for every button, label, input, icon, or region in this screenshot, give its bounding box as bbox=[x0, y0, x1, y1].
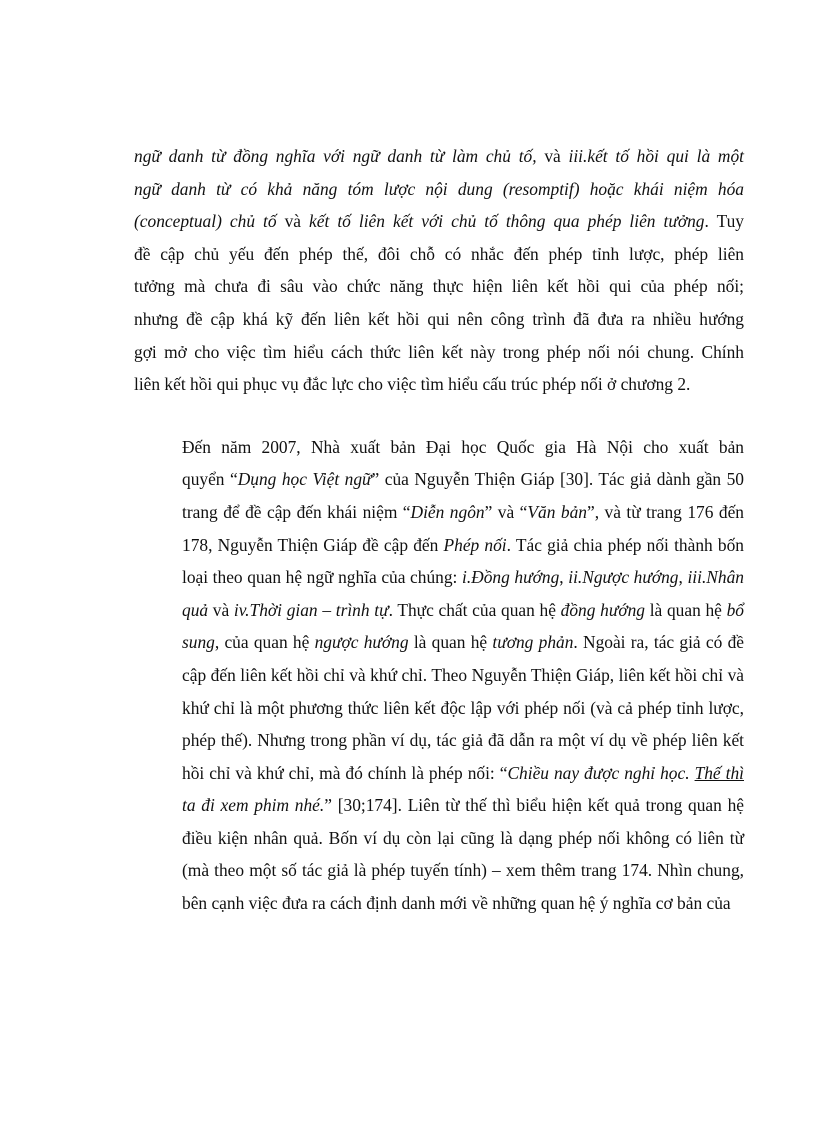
italic-run: Dụng học Việt ngữ bbox=[237, 469, 372, 490]
italic-run: iii.Nhân bbox=[687, 567, 744, 588]
italic-run: Văn bản bbox=[527, 501, 587, 522]
text-line bbox=[134, 368, 744, 401]
text-line bbox=[134, 431, 744, 464]
text-line bbox=[134, 757, 744, 790]
text-line bbox=[134, 336, 744, 369]
text-run: ” [30;174]. Liên từ thế thì biểu hiện kết quả trong quan hệ bbox=[324, 795, 744, 816]
italic-run: sung bbox=[182, 632, 215, 653]
text-run: , của quan hệ bbox=[214, 632, 315, 653]
text-run: điều kiện nhân quả. Bốn ví dụ còn lại cũng là dạng phép nối không có liên từ bbox=[182, 827, 744, 848]
text-line bbox=[134, 692, 744, 725]
text-run: và bbox=[276, 211, 310, 232]
text-run: loại theo quan hệ ngữ nghĩa của chúng: bbox=[182, 567, 462, 588]
text-run: khứ chỉ là một phương thức liên kết độc lập với phép nối (và cả phép tỉnh lược, bbox=[182, 697, 744, 718]
text-line bbox=[134, 173, 744, 206]
text-line bbox=[134, 270, 744, 303]
text-line bbox=[134, 529, 744, 562]
text-line bbox=[134, 854, 744, 887]
text-line bbox=[134, 887, 744, 920]
text-line bbox=[134, 626, 744, 659]
italic-run: ngữ danh từ có khả năng tóm lược nội dung (resomptif) hoặc khái niệm hóa bbox=[134, 178, 744, 199]
text-line bbox=[134, 561, 744, 594]
text-run: gợi mở cho việc tìm hiểu cách thức liên kết này trong phép nối nói chung. Chính bbox=[134, 341, 744, 362]
text-line bbox=[134, 659, 744, 692]
italic-run: ii.Ngược hướng bbox=[568, 567, 679, 588]
italic-run: iii.kết tố hồi qui là một bbox=[568, 146, 744, 166]
text-run: đề cập chủ yếu đến phép thế, đôi chỗ có nhắc đến phép tỉnh lược, phép liên bbox=[134, 243, 744, 264]
italic-run: ngữ danh từ đồng nghĩa với ngữ danh từ làm chủ tố, bbox=[134, 146, 537, 166]
text-run: và bbox=[536, 146, 569, 166]
italic-run: kết tố liên kết với chủ tố thông qua phép liên tưởng bbox=[309, 211, 705, 232]
text-run: (mà theo một số tác giả là phép tuyến tính) – xem thêm trang 174. Nhìn chung, bbox=[182, 860, 744, 881]
text-line bbox=[134, 463, 744, 496]
italic-run: iv.Thời gian – trình tự bbox=[233, 599, 389, 620]
text-run: . Tuy bbox=[704, 211, 744, 232]
underlined-run: Thế thì bbox=[694, 762, 744, 783]
text-line bbox=[134, 140, 744, 173]
italic-run: bổ bbox=[726, 599, 744, 620]
text-run: . Thực chất của quan hệ bbox=[388, 599, 561, 620]
text-line bbox=[134, 496, 744, 529]
italic-run: đồng hướng bbox=[560, 599, 645, 620]
text-run: liên kết hồi qui phục vụ đắc lực cho việc tìm hiểu cấu trúc phép nối ở chương 2. bbox=[134, 374, 691, 395]
italic-run: Chiều nay được nghỉ học. bbox=[507, 762, 695, 783]
text-run: và bbox=[208, 599, 234, 620]
italic-run: Phép nối bbox=[443, 534, 507, 555]
text-line bbox=[134, 303, 744, 336]
text-run: 178, Nguyễn Thiện Giáp đề cập đến bbox=[182, 534, 444, 555]
text-line bbox=[134, 724, 744, 757]
text-run: , bbox=[559, 567, 569, 588]
paragraph-2 bbox=[134, 431, 744, 920]
italic-run: Diễn ngôn bbox=[410, 501, 485, 522]
text-line bbox=[134, 594, 744, 627]
text-run: là quan hệ bbox=[408, 632, 493, 653]
text-line bbox=[134, 238, 744, 271]
text-line bbox=[134, 205, 744, 238]
text-run: . Ngoài ra, tác giả có đề bbox=[573, 632, 744, 653]
italic-run: ta đi xem phim nhé. bbox=[182, 795, 325, 816]
text-run: ”, và từ trang 176 đến bbox=[586, 501, 744, 522]
text-run: . Tác giả chia phép nối thành bốn bbox=[506, 534, 744, 555]
text-run: , bbox=[678, 567, 688, 588]
italic-run bbox=[695, 763, 744, 783]
text-run: ” và “ bbox=[484, 501, 528, 522]
paragraph-1 bbox=[134, 140, 744, 401]
text-run: cập đến liên kết hồi chỉ và khứ chỉ. Theo Nguyễn Thiện Giáp, liên kết hồi chỉ và bbox=[182, 664, 744, 685]
italic-run: i.Đồng hướng bbox=[462, 567, 560, 588]
text-run: quyển “ bbox=[182, 469, 238, 490]
text-run: Đến năm 2007, Nhà xuất bản Đại học Quốc gia Hà Nội cho xuất bản bbox=[182, 436, 744, 457]
italic-run: (conceptual) chủ tố bbox=[134, 211, 277, 232]
text-run: hồi chỉ và khứ chỉ, mà đó chính là phép nối: “ bbox=[182, 762, 508, 783]
italic-run: tương phản bbox=[492, 632, 574, 653]
italic-run: ngược hướng bbox=[314, 632, 409, 653]
text-run: nhưng đề cập khá kỹ đến liên kết hồi qui nên công trình đã đưa ra nhiều hướng bbox=[134, 308, 744, 329]
text-line bbox=[134, 822, 744, 855]
document-page bbox=[134, 140, 744, 920]
text-run: trang để đề cập đến khái niệm “ bbox=[182, 501, 411, 522]
italic-run: quả bbox=[182, 599, 209, 620]
text-run: ” của Nguyễn Thiện Giáp [30]. Tác giả dành gần 50 bbox=[371, 469, 744, 490]
text-run: tưởng mà chưa đi sâu vào chức năng thực hiện liên kết hồi qui của phép nối; bbox=[134, 276, 744, 297]
text-run: phép thế). Nhưng trong phần ví dụ, tác giả đã dẫn ra một ví dụ về phép liên kết bbox=[182, 730, 744, 751]
text-run: là quan hệ bbox=[645, 599, 727, 620]
text-run: bên cạnh việc đưa ra cách định danh mới về những quan hệ ý nghĩa cơ bản của bbox=[182, 893, 731, 914]
text-line bbox=[134, 789, 744, 822]
